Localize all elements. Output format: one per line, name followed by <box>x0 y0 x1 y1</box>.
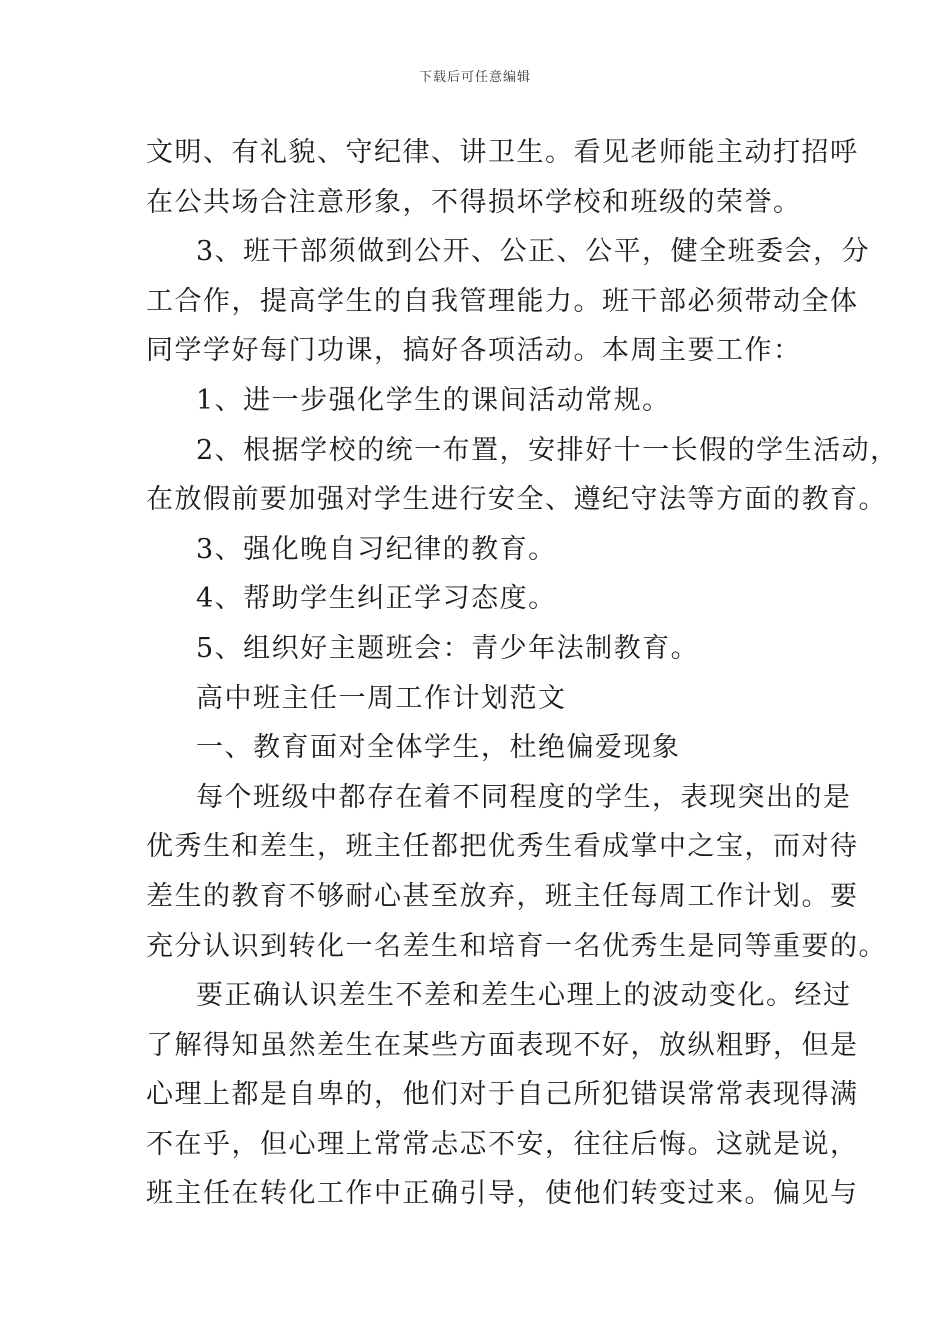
text-line: 1、进一步强化学生的课间活动常规。 <box>196 384 671 416</box>
text-line: 要正确认识差生不差和差生心理上的波动变化。经过 <box>196 980 852 1012</box>
text-line: 5、组织好主题班会：青少年法制教育。 <box>196 632 700 664</box>
text-line: 在放假前要加强对学生进行安全、遵纪守法等方面的教育。 <box>146 484 887 516</box>
text-line: 班主任在转化工作中正确引导，使他们转变过来。偏见与 <box>146 1178 859 1210</box>
text-line: 同学学好每门功课，搞好各项活动。本周主要工作： <box>146 335 802 367</box>
text-line: 3、班干部须做到公开、公正、公平，健全班委会，分 <box>196 236 871 268</box>
page-header: 下载后可任意编辑 <box>418 70 531 85</box>
section-title: 高中班主任一周工作计划范文 <box>196 682 567 714</box>
text-line: 4、帮助学生纠正学习态度。 <box>196 583 557 615</box>
text-line: 3、强化晚自习纪律的教育。 <box>196 533 557 565</box>
text-line: 心理上都是自卑的，他们对于自己所犯错误常常表现得满 <box>146 1079 859 1111</box>
text-line: 不在乎，但心理上常常忐忑不安，往往后悔。这就是说， <box>146 1128 859 1160</box>
text-line: 差生的教育不够耐心甚至放弃，班主任每周工作计划。要 <box>146 880 859 912</box>
text-line: 在公共场合注意形象，不得损坏学校和班级的荣誉。 <box>146 186 802 218</box>
document-body <box>146 128 899 1219</box>
text-line: 充分认识到转化一名差生和培育一名优秀生是同等重要的。 <box>146 930 887 962</box>
text-line: 优秀生和差生，班主任都把优秀生看成掌中之宝，而对待 <box>146 831 859 863</box>
section-heading: 一、教育面对全体学生，杜绝偏爱现象 <box>196 732 681 764</box>
text-line: 每个班级中都存在着不同程度的学生，表现突出的是 <box>196 781 852 813</box>
text-line: 2、根据学校的统一布置，安排好十一长假的学生活动， <box>196 434 899 466</box>
text-line: 工合作，提高学生的自我管理能力。班干部必须带动全体 <box>146 285 859 317</box>
text-line: 文明、有礼貌、守纪律、讲卫生。看见老师能主动打招呼 <box>146 137 859 168</box>
text-line: 了解得知虽然差生在某些方面表现不好，放纵粗野，但是 <box>146 1029 859 1061</box>
